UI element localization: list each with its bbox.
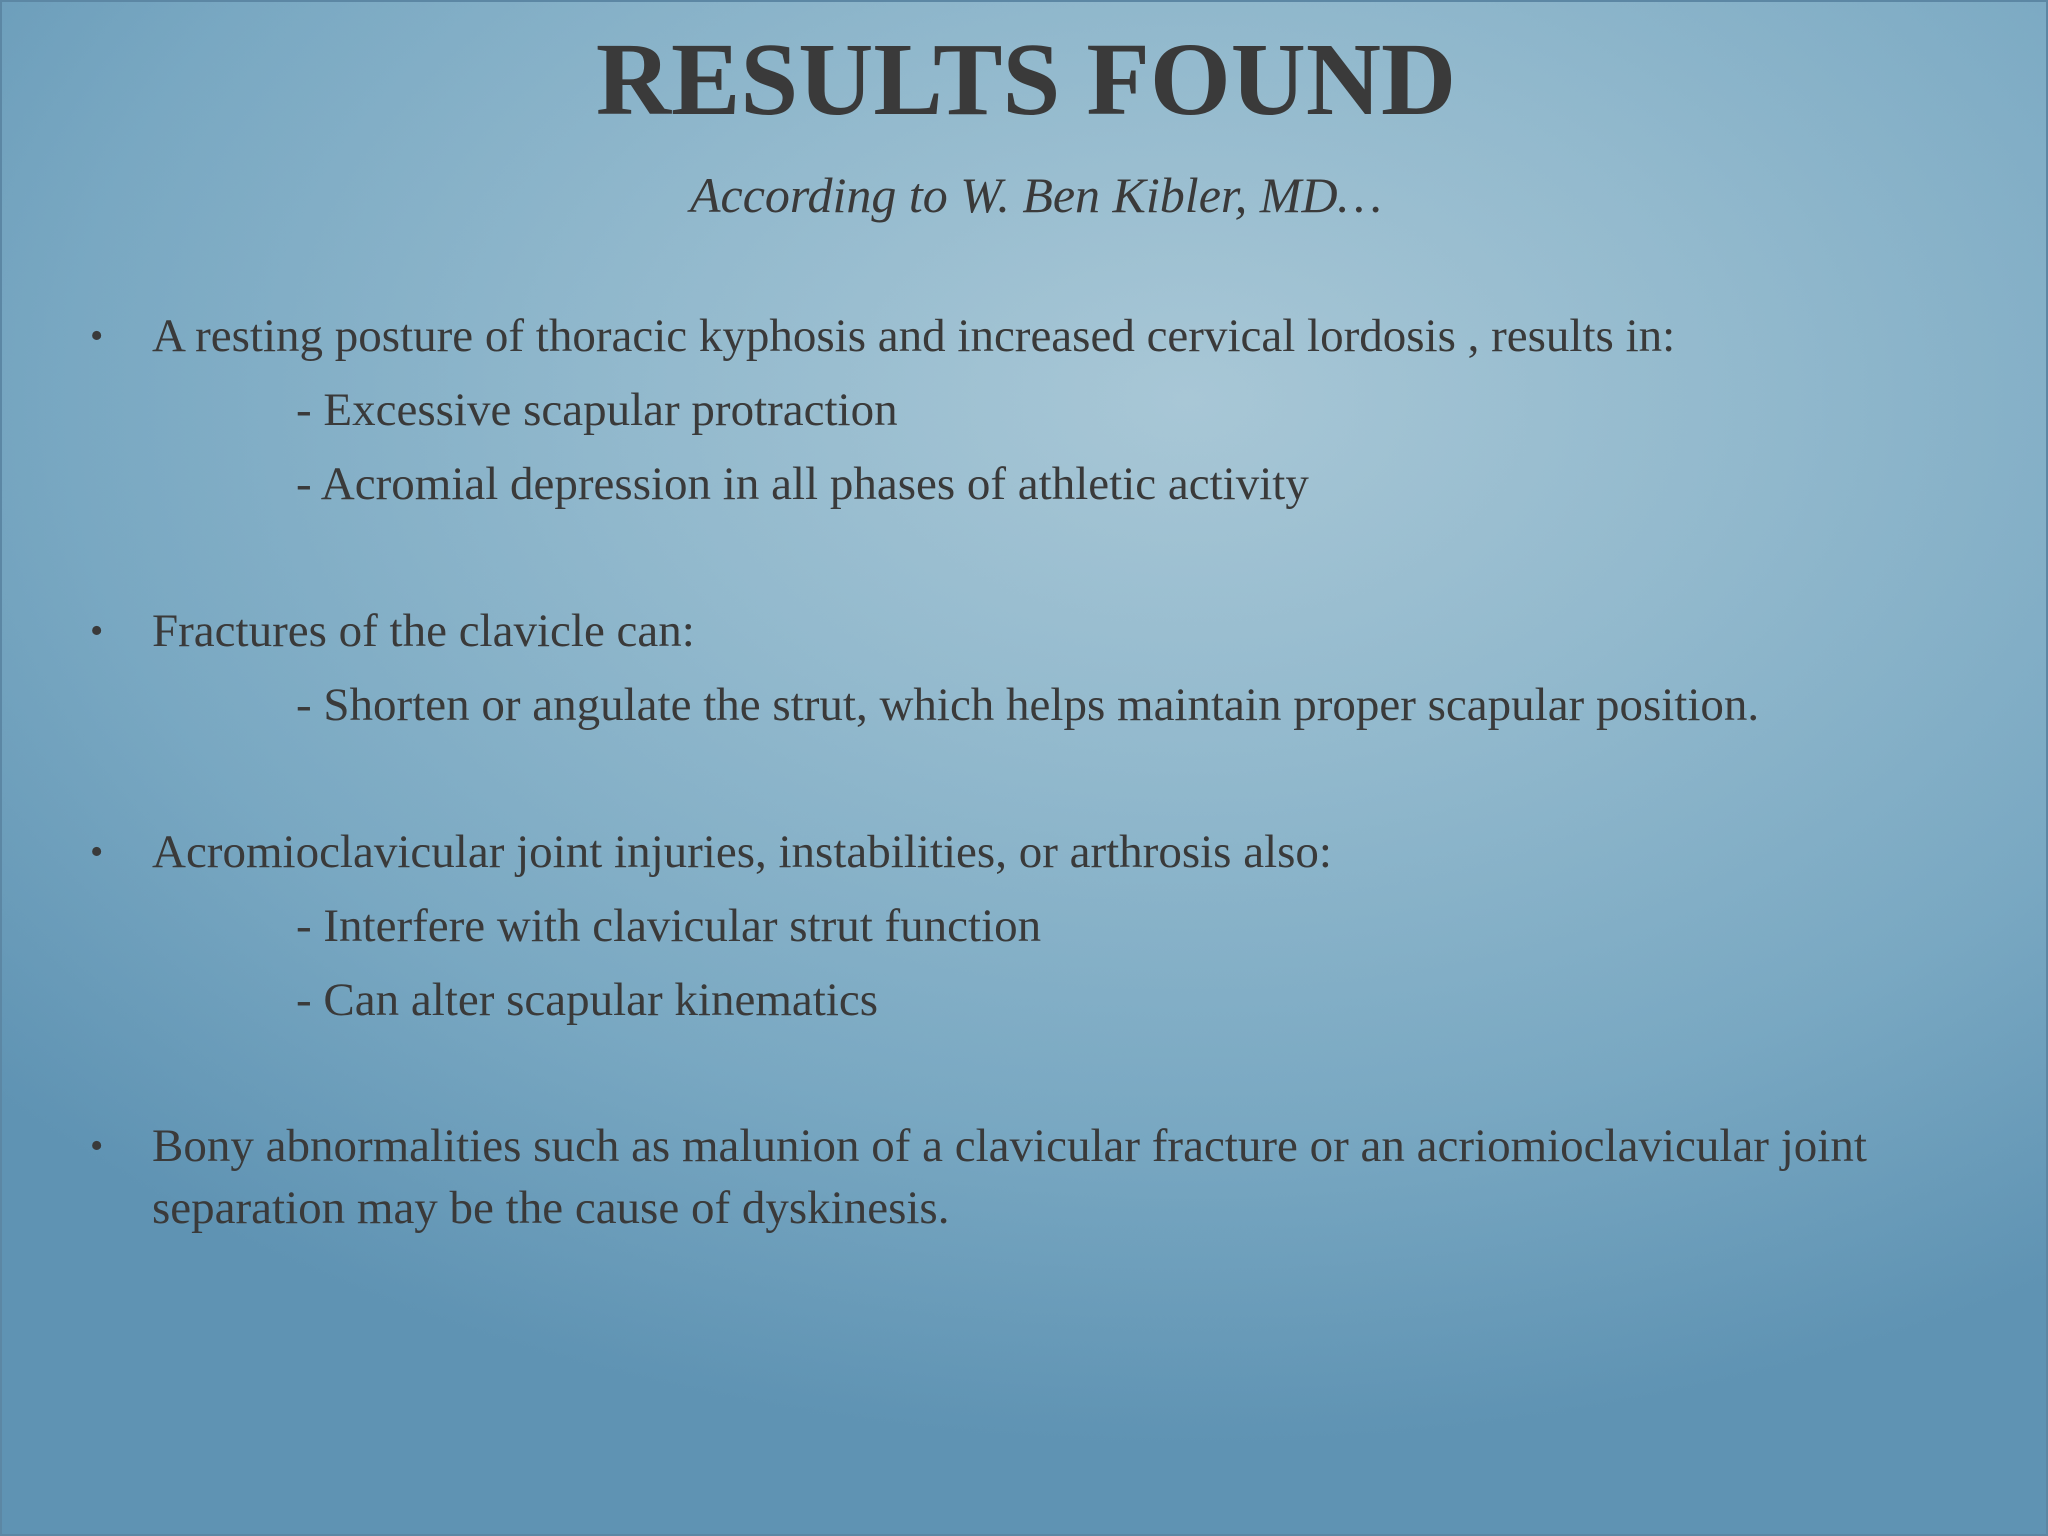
- bullet-text: A resting posture of thoracic kyphosis and increased cervical lordosis , results in:: [152, 310, 1676, 362]
- slide-title: RESULTS FOUND: [595, 22, 1457, 137]
- bullet-dot: •: [90, 610, 104, 652]
- sub-item: - Shorten or angulate the strut, which helps maintain proper scapular position.: [296, 679, 1760, 731]
- sub-item: - Interfere with clavicular strut function: [296, 900, 1042, 952]
- bullet-text: Bony abnormalities such as malunion of a clavicular fracture or an acriomioclavicular joint separation may be the cause of dyskinesis.: [152, 1120, 1867, 1234]
- bullet-text: Acromioclavicular joint injuries, instabilities, or arthrosis also:: [152, 826, 1332, 878]
- bullet-dot: •: [90, 315, 104, 357]
- sub-item: - Can alter scapular kinematics: [296, 974, 879, 1026]
- bullet-text: Fractures of the clavicle can:: [152, 605, 695, 657]
- sub-item: - Acromial depression in all phases of athletic activity: [296, 458, 1309, 510]
- bullet-dot: •: [90, 1125, 104, 1167]
- slide-subtitle: According to W. Ben Kibler, MD…: [689, 167, 1383, 223]
- bullet-dot: •: [90, 831, 104, 873]
- sub-item: - Excessive scapular protraction: [296, 384, 898, 436]
